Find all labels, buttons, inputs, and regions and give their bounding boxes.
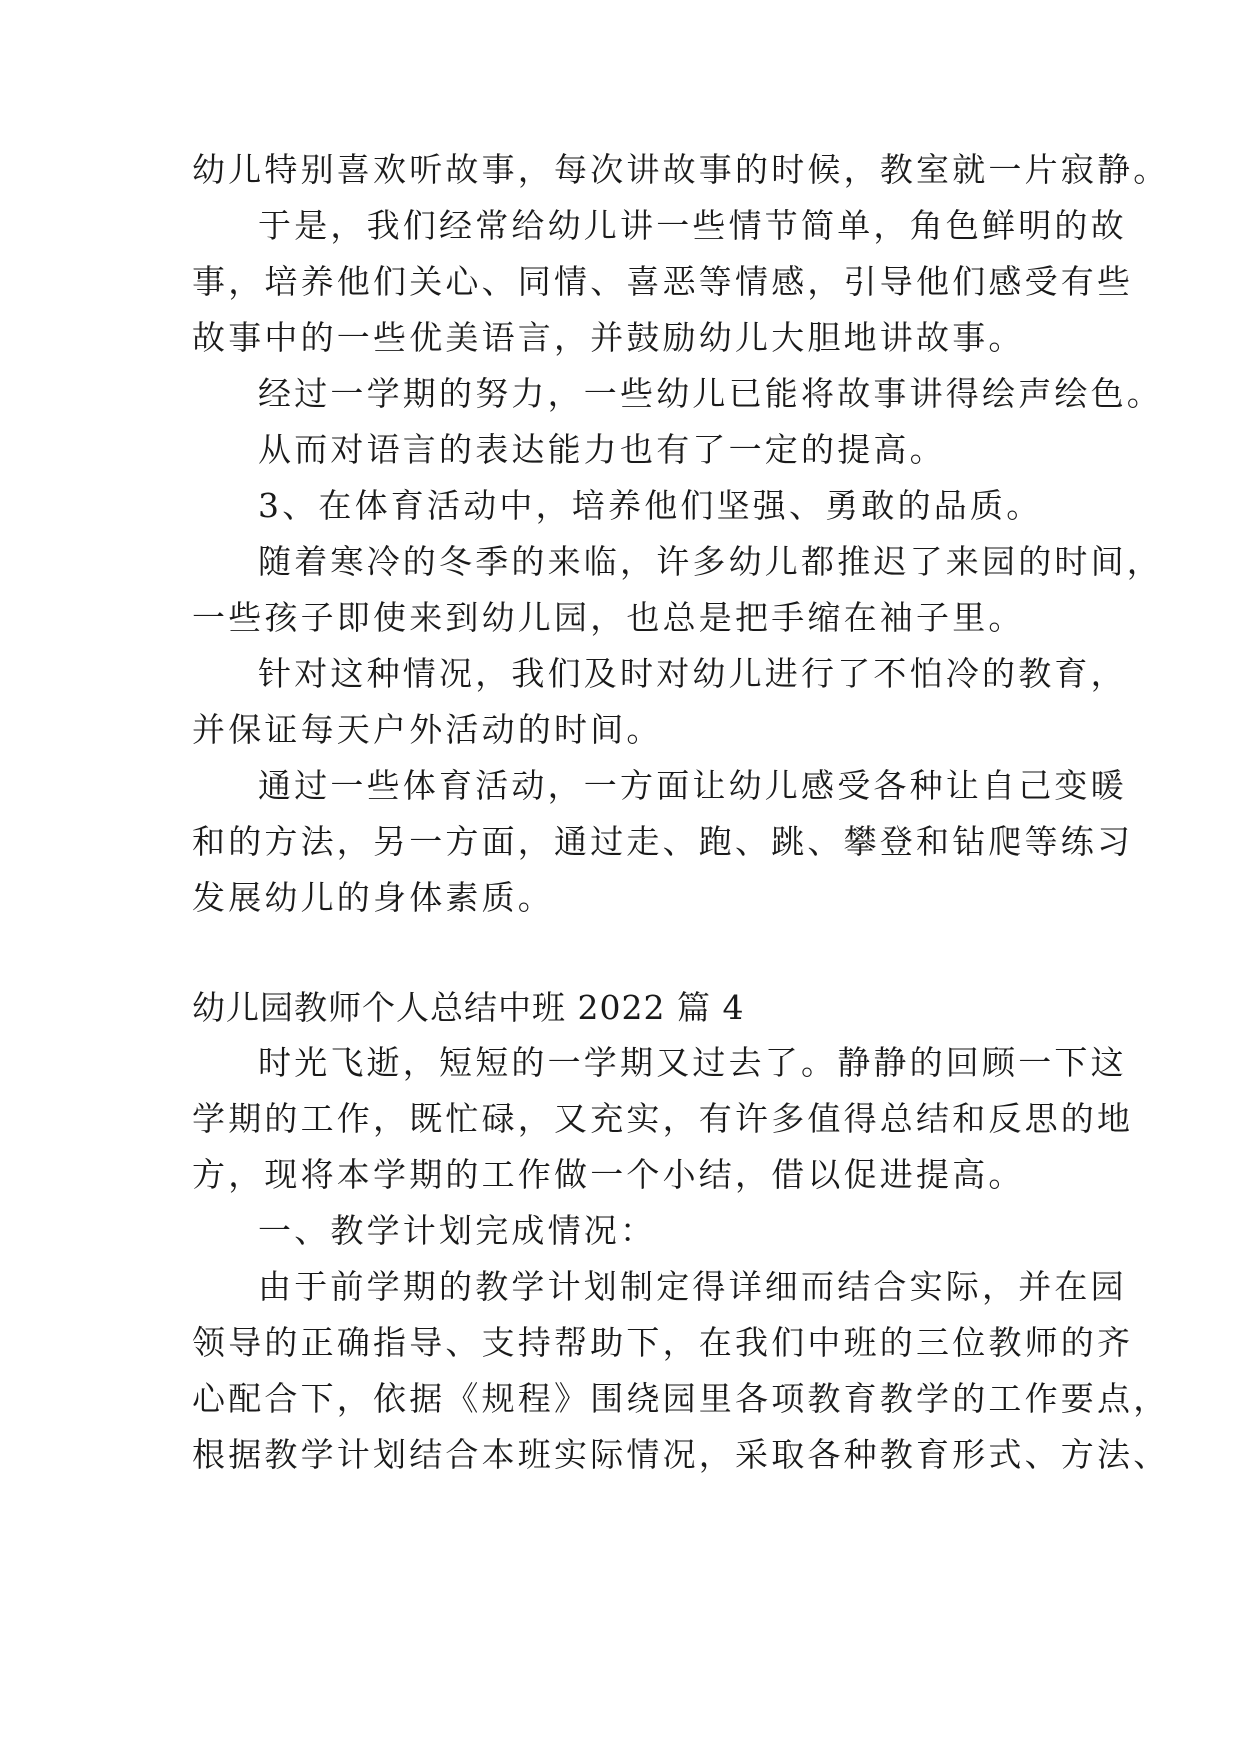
text-line-12: 通过一些体育活动，一方面让幼儿感受各种让自己变暖 xyxy=(258,766,1127,805)
text-line-13: 和的方法，另一方面，通过走、跑、跳、攀登和钻爬等练习 xyxy=(192,822,1134,861)
text-line-11: 并保证每天户外活动的时间。 xyxy=(192,710,663,749)
text-line-2: 于是，我们经常给幼儿讲一些情节简单，角色鲜明的故 xyxy=(258,206,1127,245)
text-line-4: 故事中的一些优美语言，并鼓励幼儿大胆地讲故事。 xyxy=(192,318,1025,357)
text-line-5: 经过一学期的努力，一些幼儿已能将故事讲得绘声绘色。 xyxy=(258,374,1163,413)
text-line-16: 时光飞逝，短短的一学期又过去了。静静的回顾一下这 xyxy=(258,1043,1127,1082)
text-line-8: 随着寒冷的冬季的来临，许多幼儿都推迟了来园的时间， xyxy=(258,542,1163,581)
text-line-18: 方，现将本学期的工作做一个小结，借以促进提高。 xyxy=(192,1155,1025,1194)
text-line-23: 根据教学计划结合本班实际情况，采取各种教育形式、方法、 xyxy=(192,1435,1170,1474)
text-line-20: 由于前学期的教学计划制定得详细而结合实际，并在园 xyxy=(258,1267,1127,1306)
text-line-6: 从而对语言的表达能力也有了一定的提高。 xyxy=(258,430,946,469)
text-line-7: 3、在体育活动中，培养他们坚强、勇敢的品质。 xyxy=(258,486,1043,525)
text-line-9: 一些孩子即使来到幼儿园，也总是把手缩在袖子里。 xyxy=(192,598,1025,637)
text-line-21: 领导的正确指导、支持帮助下，在我们中班的三位教师的齐 xyxy=(192,1323,1134,1362)
text-line-3: 事，培养他们关心、同情、喜恶等情感，引导他们感受有些 xyxy=(192,262,1134,301)
text-line-1: 幼儿特别喜欢听故事，每次讲故事的时候，教室就一片寂静。 xyxy=(192,150,1170,189)
text-line-17: 学期的工作，既忙碌，又充实，有许多值得总结和反思的地 xyxy=(192,1099,1134,1138)
section-heading: 幼儿园教师个人总结中班 2022 篇 4 xyxy=(192,988,745,1027)
text-line-22: 心配合下，依据《规程》围绕园里各项教育教学的工作要点， xyxy=(192,1379,1170,1418)
text-line-10: 针对这种情况，我们及时对幼儿进行了不怕冷的教育， xyxy=(258,654,1127,693)
text-line-19: 一、教学计划完成情况： xyxy=(258,1211,657,1250)
text-line-14: 发展幼儿的身体素质。 xyxy=(192,878,554,917)
